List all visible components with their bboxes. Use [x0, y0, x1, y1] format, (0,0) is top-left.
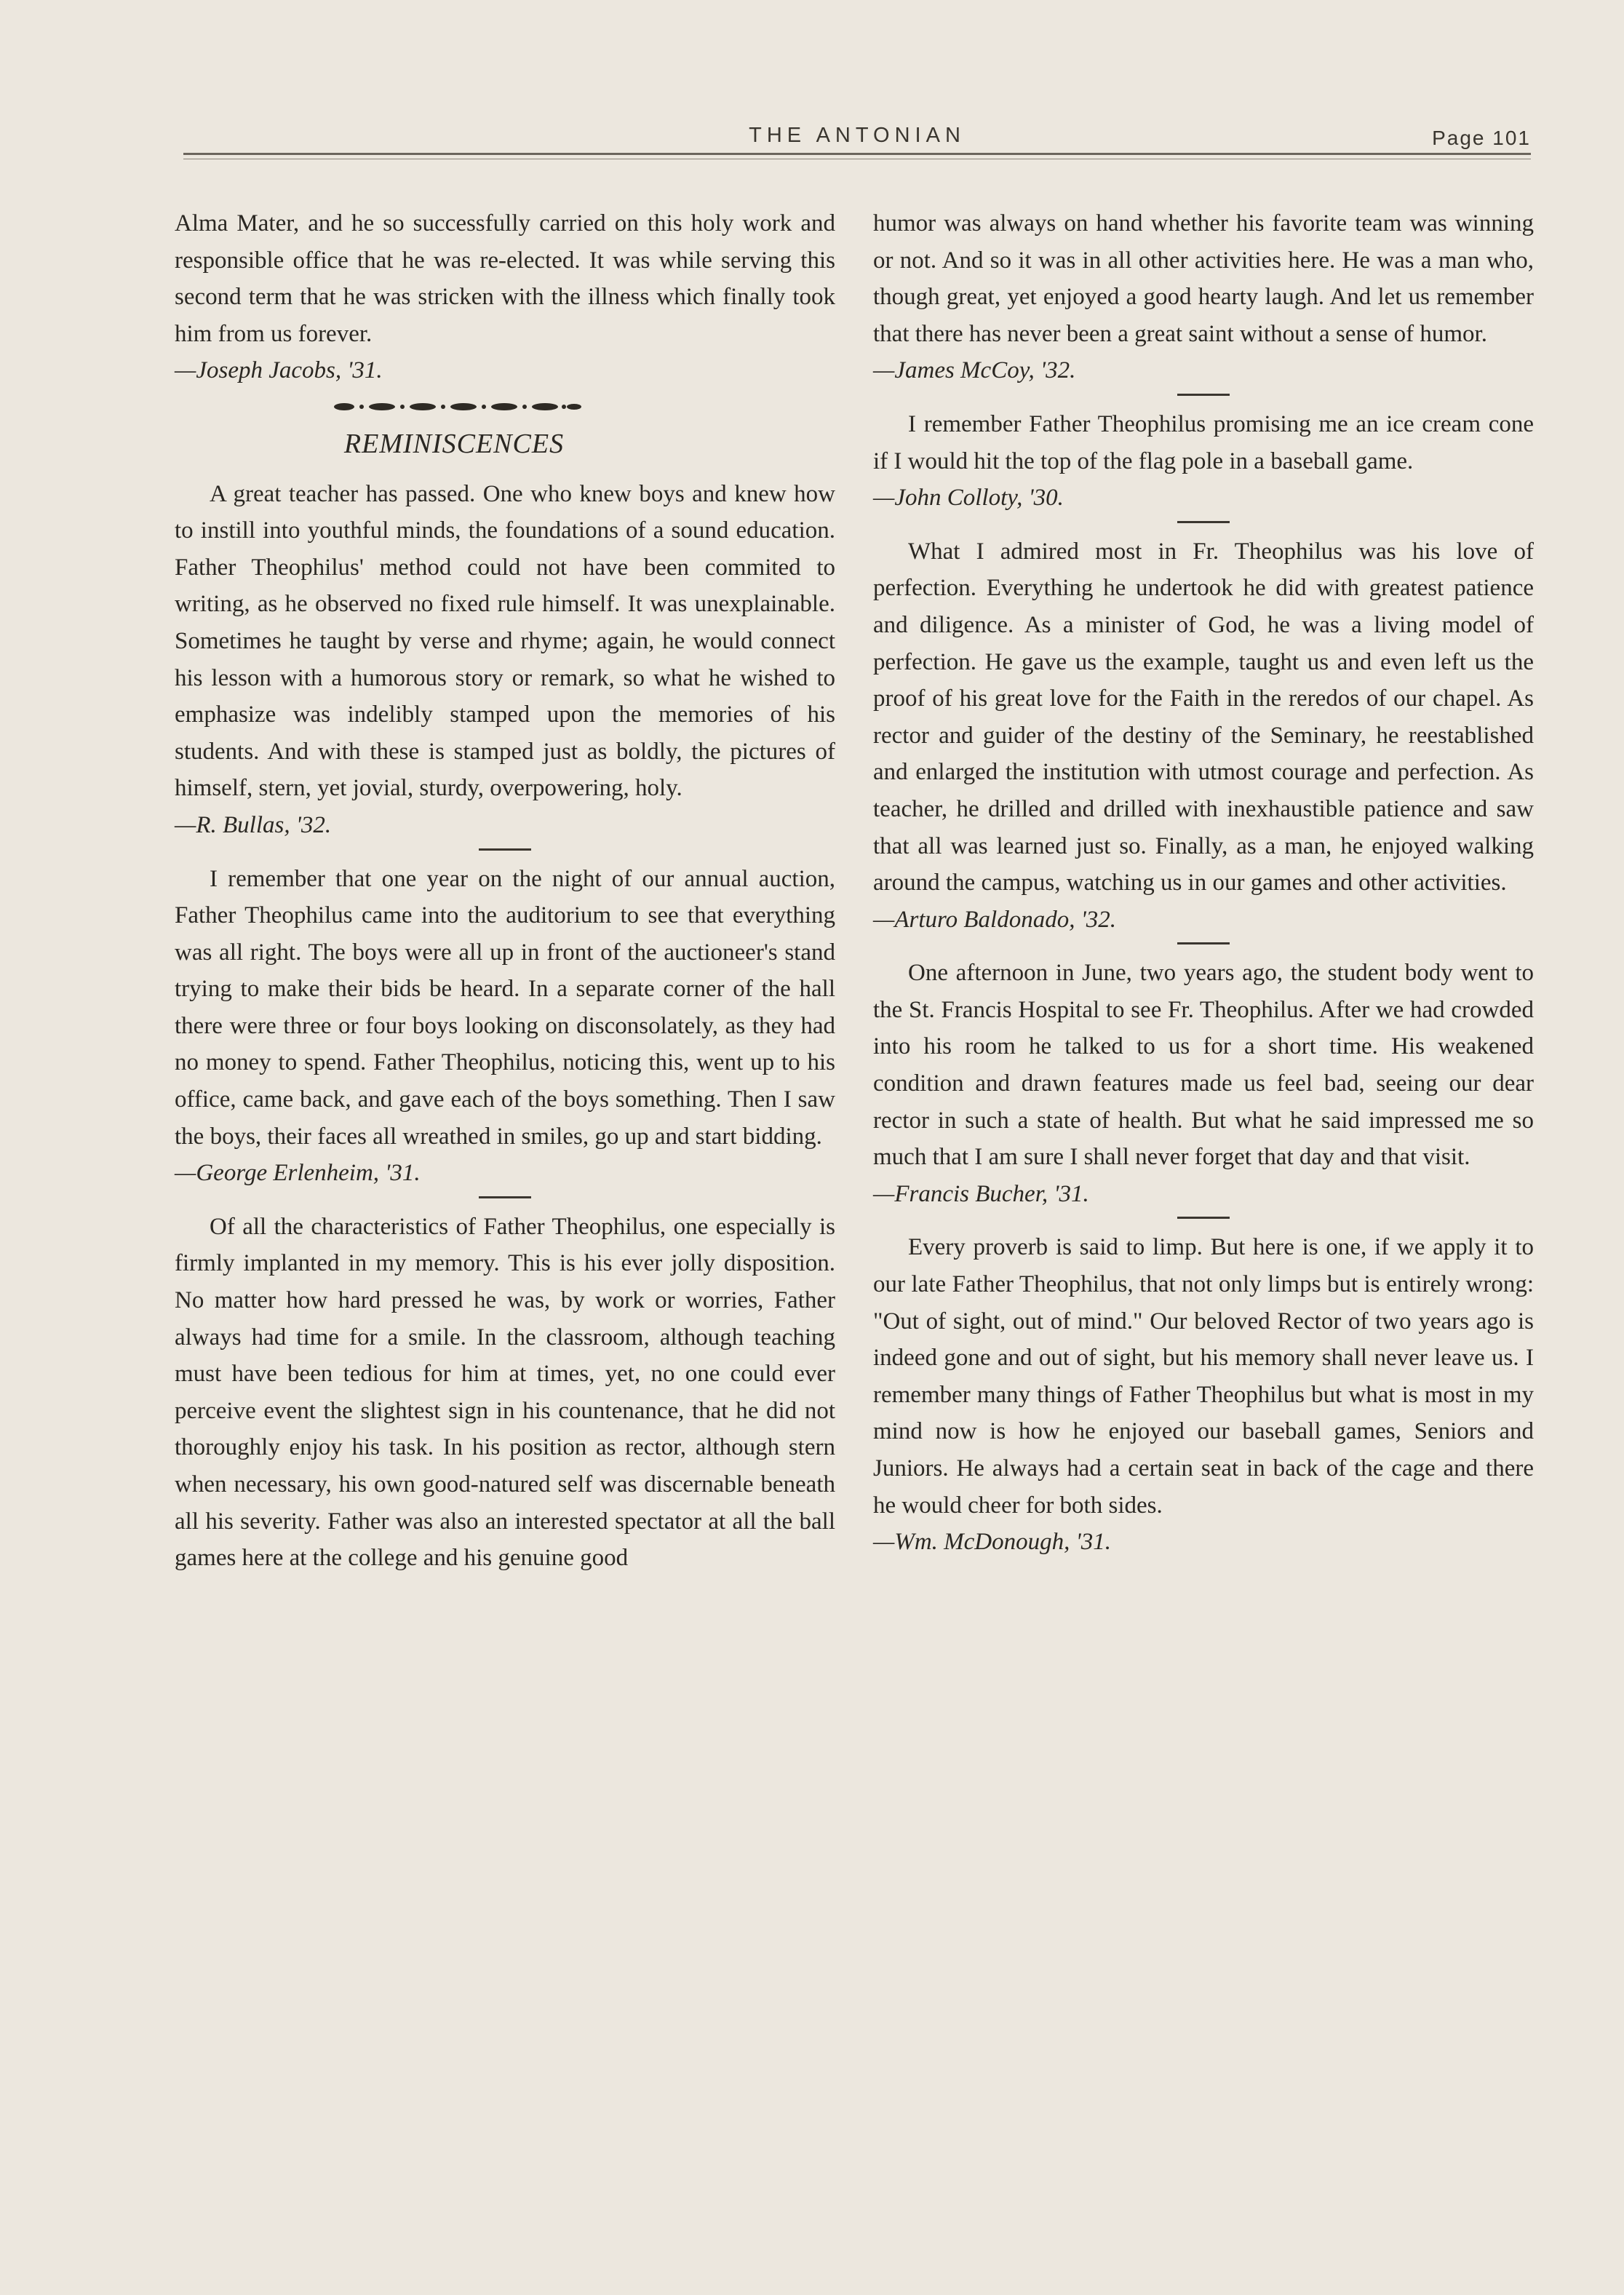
left-column: [175, 205, 835, 1577]
entry-signature: —John Colloty, '30.: [873, 485, 1064, 512]
trailing-paragraph: Of all the characteristics of Father Theophilus, one especially is firmly implanted in my memory. This is his ever jolly disposition. No matter how hard pressed he was, by work or worries, Father always had time for a smile. In the classroom, although teaching must have been tedious for him at times, yet, no one could ever perceive event the slightest sign in his countenance, that he did not thoroughly enjoy his task. In his position as rector, although stern when necessary, his own good-natured self was discernable beneath all his severity. Father was also an interested spectator at all the ball games here at the college and his genuine good: [175, 1213, 835, 1572]
short-divider: [873, 942, 1534, 944]
entry-text: What I admired most in Fr. Theophilus was his love of perfection. Everything he undertook he did with greatest patience and diligence. As a minister of God, he was a living model of perfection. He gave us the example, taught us and even left us the proof of his great love for the Faith in the reredos of our chapel. As rector and guider of the destiny of the Seminary, he reestablished and enlarged the institution with utmost courage and perfection. As teacher, he drilled and drilled with inexhaustible patience and saw that all was learned just so. Finally, as a man, he enjoyed walking around the campus, watching us in our games and other activities.: [873, 538, 1534, 896]
short-divider: [873, 394, 1534, 396]
entry-signature: —Wm. McDonough, '31.: [873, 1529, 1111, 1556]
section-title: REMINISCENCES: [343, 428, 565, 459]
short-divider: [175, 1196, 835, 1198]
intro-signature: —Joseph Jacobs, '31.: [175, 357, 383, 384]
continued-paragraph: humor was always on hand whether his favorite team was winning or not. And so it was in all other activities here. He was a man who, though great, yet enjoyed a good hearty laugh. And let us remember that there has never been a great saint without a sense of humor.: [873, 210, 1534, 347]
short-divider: [873, 521, 1534, 523]
short-divider: [873, 1217, 1534, 1219]
entry-signature: —R. Bullas, '32.: [175, 811, 332, 838]
entry-signature: —George Erlenheim, '31.: [175, 1160, 421, 1187]
page-header: [183, 124, 1531, 160]
entry-signature: —Francis Bucher, '31.: [873, 1180, 1089, 1207]
right-column: [873, 205, 1534, 1561]
entry-signature: —Arturo Baldonado, '32.: [873, 906, 1117, 933]
entry-text: I remember that one year on the night of our annual auction, Father Theophilus came into the auditorium to see that everything was all right. The boys were all up in front of the auctioneer's stand trying to make their bids be heard. In a separate corner of the hall there were three or four boys looking on disconsolately, as they had no money to spend. Father Theophilus, noticing this, went up to his office, came back, and gave each of the boys something. Then I saw the boys, their faces all wreathed in smiles, go up and start bidding.: [175, 865, 835, 1150]
ornament-divider-icon: [334, 401, 581, 413]
entry-text: One afternoon in June, two years ago, the student body went to the St. Francis Hospital to see Fr. Theophilus. After we had crowded into his room he talked to us for a short time. His weakened condition and drawn features made us feel bad, seeing our dear rector in such a state of health. But what he said impressed me so much that I am sure I shall never forget that day and that visit.: [873, 960, 1534, 1171]
intro-paragraph: Alma Mater, and he so successfully carried on this holy work and responsible office that he was re-elected. It was while serving this second term that he was stricken with the illness which finally took him from us forever.: [175, 210, 835, 347]
entry-text: A great teacher has passed. One who knew boys and knew how to instill into youthful minds, the foundations of a sound education. Father Theophilus' method could not have been commited to writing, as he observed no fixed rule himself. It was unexplainable. Sometimes he taught by verse and rhyme; again, he would connect his lesson with a humorous story or remark, so what he wished to emphasize was indelibly stamped upon the memories of his students. And with these is stamped just as boldly, the pictures of himself, stern, yet jovial, sturdy, overpowering, holy.: [175, 480, 835, 802]
continued-signature: —James McCoy, '32.: [873, 357, 1076, 384]
ornament-divider: [175, 401, 835, 413]
header-rule: [183, 153, 1531, 155]
entry-text: I remember Father Theophilus promising me an ice cream cone if I would hit the top of the flag pole in a baseball game.: [873, 410, 1534, 474]
masthead: THE ANTONIAN: [749, 124, 966, 147]
entry-text: Every proverb is said to limp. But here is one, if we apply it to our late Father Theophilus, that not only limps but is entirely wrong: "Out of sight, out of mind." Our beloved Rector of two years ago is indeed gone and out of sight, but his memory shall never leave us. I remember many things of Father Theophilus but what is most in my mind now is how he enjoyed our baseball games, Seniors and Juniors. He always had a certain seat in back of the cage and there he would cheer for both sides.: [873, 1234, 1534, 1519]
short-divider: [175, 848, 835, 851]
page-number: Page 101: [1432, 127, 1531, 149]
